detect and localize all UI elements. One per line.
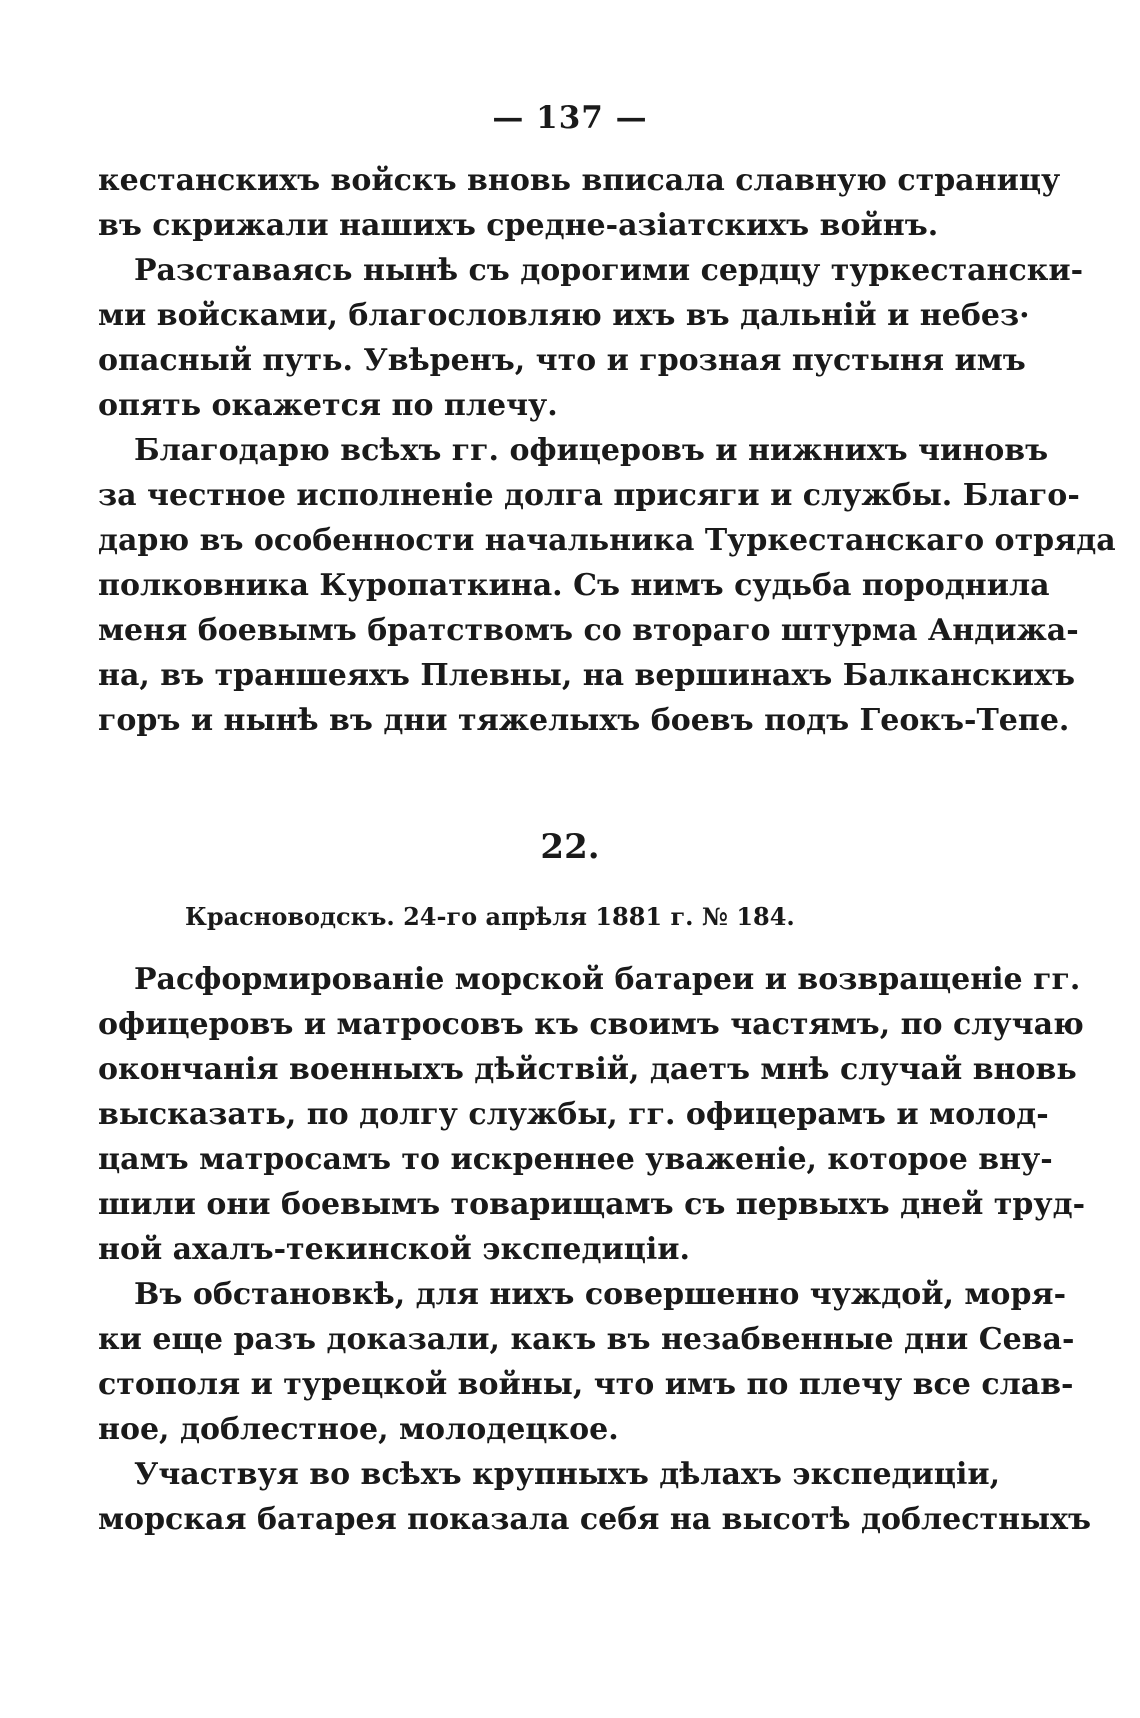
text-line: Расформированiе морской батареи и возвращенiе гг.: [134, 962, 1081, 997]
text-line: ки еще разъ доказали, какъ въ незабвенные дни Сева-: [98, 1322, 1075, 1357]
text-line: горъ и нынѣ въ дни тяжелыхъ боевъ подъ Геокъ-Тепе.: [98, 703, 1070, 738]
text-line: морская батарея показала себя на высотѣ доблестныхъ: [98, 1502, 1092, 1537]
section-number: 22.: [540, 827, 600, 867]
text-line: стополя и турецкой войны, что имъ по плечу все слав-: [98, 1367, 1074, 1402]
text-line: меня боевымъ братствомъ со втораго штурма Андижа-: [98, 613, 1079, 648]
text-line: Благодарю всѣхъ гг. офицеровъ и нижнихъ чиновъ: [134, 433, 1049, 468]
text-line: Въ обстановкѣ, для нихъ совершенно чуждой, моря-: [134, 1277, 1067, 1312]
text-line: въ скрижали нашихъ средне-азiатскихъ войнъ.: [98, 208, 939, 243]
text-line: Разставаясь нынѣ съ дорогими сердцу туркестански-: [134, 253, 1084, 288]
text-line: за честное исполненiе долга присяги и службы. Благо-: [98, 478, 1080, 513]
text-line: на, въ траншеяхъ Плевны, на вершинахъ Балканскихъ: [98, 658, 1076, 693]
text-line: кестанскихъ войскъ вновь вписала славную страницу: [98, 163, 1061, 198]
text-line: полковника Куропаткина. Съ нимъ судьба породнила: [98, 568, 1050, 603]
section-one-text: [98, 158, 1116, 743]
text-line: дарю въ особенности начальника Туркестанскаго отряда: [98, 523, 1116, 558]
section-two-text: [98, 957, 1092, 1542]
text-line: высказать, по долгу службы, гг. офицерамъ и молод-: [98, 1097, 1049, 1132]
text-line: цамъ матросамъ то искреннее уваженiе, которое вну-: [98, 1142, 1053, 1177]
text-line: ное, доблестное, молодецкое.: [98, 1412, 619, 1447]
page-number: — 137 —: [492, 100, 648, 136]
text-line: окончанiя военныхъ дѣйствiй, даетъ мнѣ случай вновь: [98, 1052, 1077, 1087]
text-line: опасный путь. Увѣренъ, что и грозная пустыня имъ: [98, 343, 1026, 378]
text-line: опять окажется по плечу.: [98, 388, 558, 423]
text-line: ной ахалъ-текинской экспедицiи.: [98, 1232, 690, 1267]
text-line: шили они боевымъ товарищамъ съ первыхъ дней труд-: [98, 1187, 1086, 1222]
text-line: Участвуя во всѣхъ крупныхъ дѣлахъ экспедицiи,: [134, 1457, 1001, 1492]
text-line: ми войсками, благословляю ихъ въ дальнiй и небез·: [98, 298, 1030, 333]
text-line: офицеровъ и матросовъ къ своимъ частямъ, по случаю: [98, 1007, 1084, 1042]
dateline: Красноводскъ. 24-го апрѣля 1881 г. № 184.: [185, 902, 795, 931]
